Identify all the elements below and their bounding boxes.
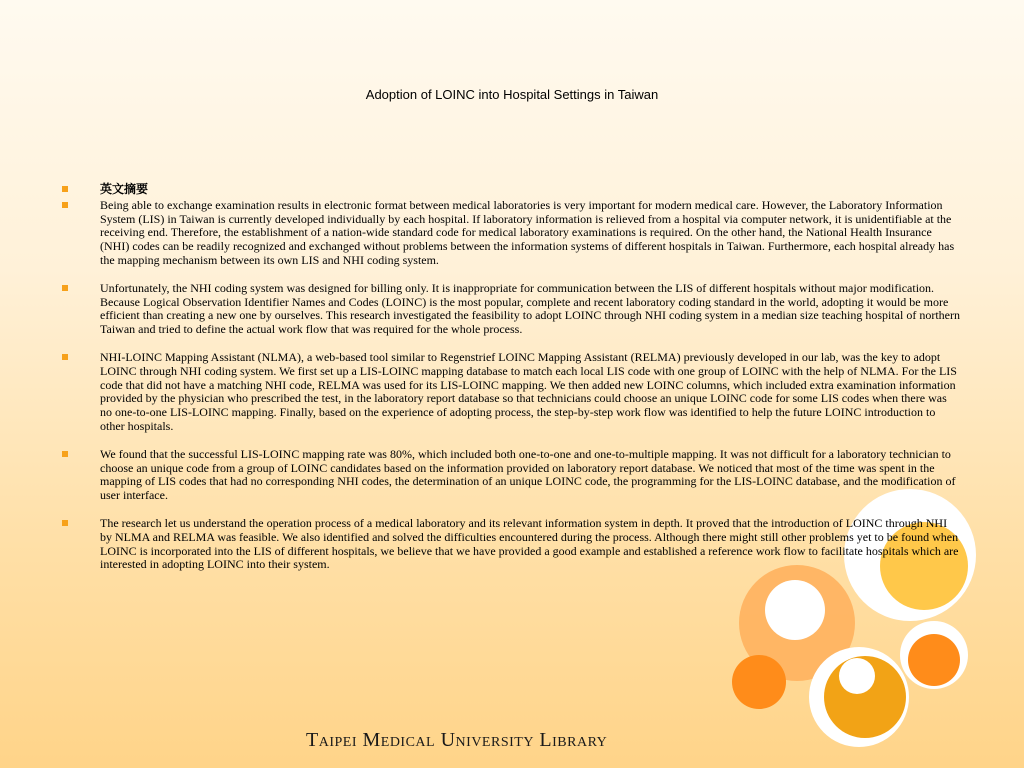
slide-title: Adoption of LOINC into Hospital Settings in Taiwan: [365, 87, 659, 102]
paragraph-item: [60, 199, 960, 268]
bullet-icon: [62, 354, 68, 360]
library-footer: Taipei Medical University Library: [306, 729, 608, 751]
circle-bottom-inner: [839, 658, 875, 694]
circle-peach-core: [765, 580, 825, 640]
paragraph-item: [60, 448, 960, 503]
circle-small-orange-left: [732, 655, 786, 709]
paragraph-text: Being able to exchange examination results in electronic format between medical laboratories is very important for modern medical care. However, the Laboratory Information System (LIS) in Taiwan is currently developed individually by each hospital. If laboratory information is relieved from a hospital via computer network, it is unidentifiable at the receiving end. Therefore, the establishment of a nation-wide standard code for medical laboratory examinations is required. On the other hand, the National Health Insurance (NHI) codes can be readily recognized and exchanged without problems between the information systems of different hospitals in Taiwan. Furthermore, each hospital already has the mapping mechanism between its own LIS and NHI coding system.: [100, 197, 955, 267]
bullet-icon: [62, 202, 68, 208]
paragraph-item: [60, 517, 960, 572]
paragraph-text: NHI-LOINC Mapping Assistant (NLMA), a web-based tool similar to Regenstrief LOINC Mapping Assistant (RELMA) previously developed in our lab, was the key to adopt LOINC through NHI coding system. We first set up a LIS-LOINC mapping database to match each local LIS code with one group of LOINC with the help of NLMA. For the LIS code that did not have a matching NHI code, RELMA was used for its LIS-LOINC mapping. We then added new LOINC columns, which included extra examination information provided by the physician who prescribed the test, in the laboratory report database so that technicians could choose an unique LOINC code for some LIS codes when there was no one-to-one LIS-LOINC mapping. Finally, based on the experience of adopting process, the step-by-step work flow was identified to help the future LOINC introduction to other hospitals.: [100, 349, 957, 433]
heading-item: [60, 183, 960, 197]
bullet-icon: [62, 186, 68, 192]
abstract-heading: 英文摘要: [100, 182, 149, 196]
paragraph-item: [60, 282, 960, 337]
paragraph-text: The research let us understand the operation process of a medical laboratory and its relevant information system in depth. It proved that the introduction of LOINC through NHI by NLMA and RELMA was feasible. We also identified and solved the difficulties encountered during the process. Although there might still other problems yet to be found when LOINC is incorporated into the LIS of different hospitals, we believe that we have provided a good example and established a reference work flow to facilitate hospitals which are interested in adopting LOINC into their system.: [100, 515, 959, 572]
bullet-icon: [62, 451, 68, 457]
circle-orange-right: [908, 634, 960, 686]
paragraph-item: [60, 351, 960, 434]
paragraph-text: Unfortunately, the NHI coding system was designed for billing only. It is inappropriate for communication between the LIS of different hospitals without major modification. Because Logical Observation Identifier Names and Codes (LOINC) is the most popular, complete and recent laboratory coding standard in the world, adopting it would be more efficient than creating a new one by ourselves. This research investigated the feasibility to adopt LOINC through NHI coding system in a median size teaching hospital of northern Taiwan and tried to define the actual work flow that was required for the whole process.: [100, 280, 960, 337]
abstract-content: [60, 183, 960, 572]
bullet-icon: [62, 520, 68, 526]
paragraph-text: We found that the successful LIS-LOINC mapping rate was 80%, which included both one-to-one and one-to-multiple mapping. It was not difficult for a laboratory technician to choose an unique code from a group of LOINC candidates based on the information provided on laboratory report database. We noticed that most of the time was spent in the mapping of LIS codes that had no corresponding NHI codes, the determination of an unique LOINC code, the programming for the LIS-LOINC database, and the modification of user interface.: [100, 446, 956, 503]
bullet-icon: [62, 285, 68, 291]
